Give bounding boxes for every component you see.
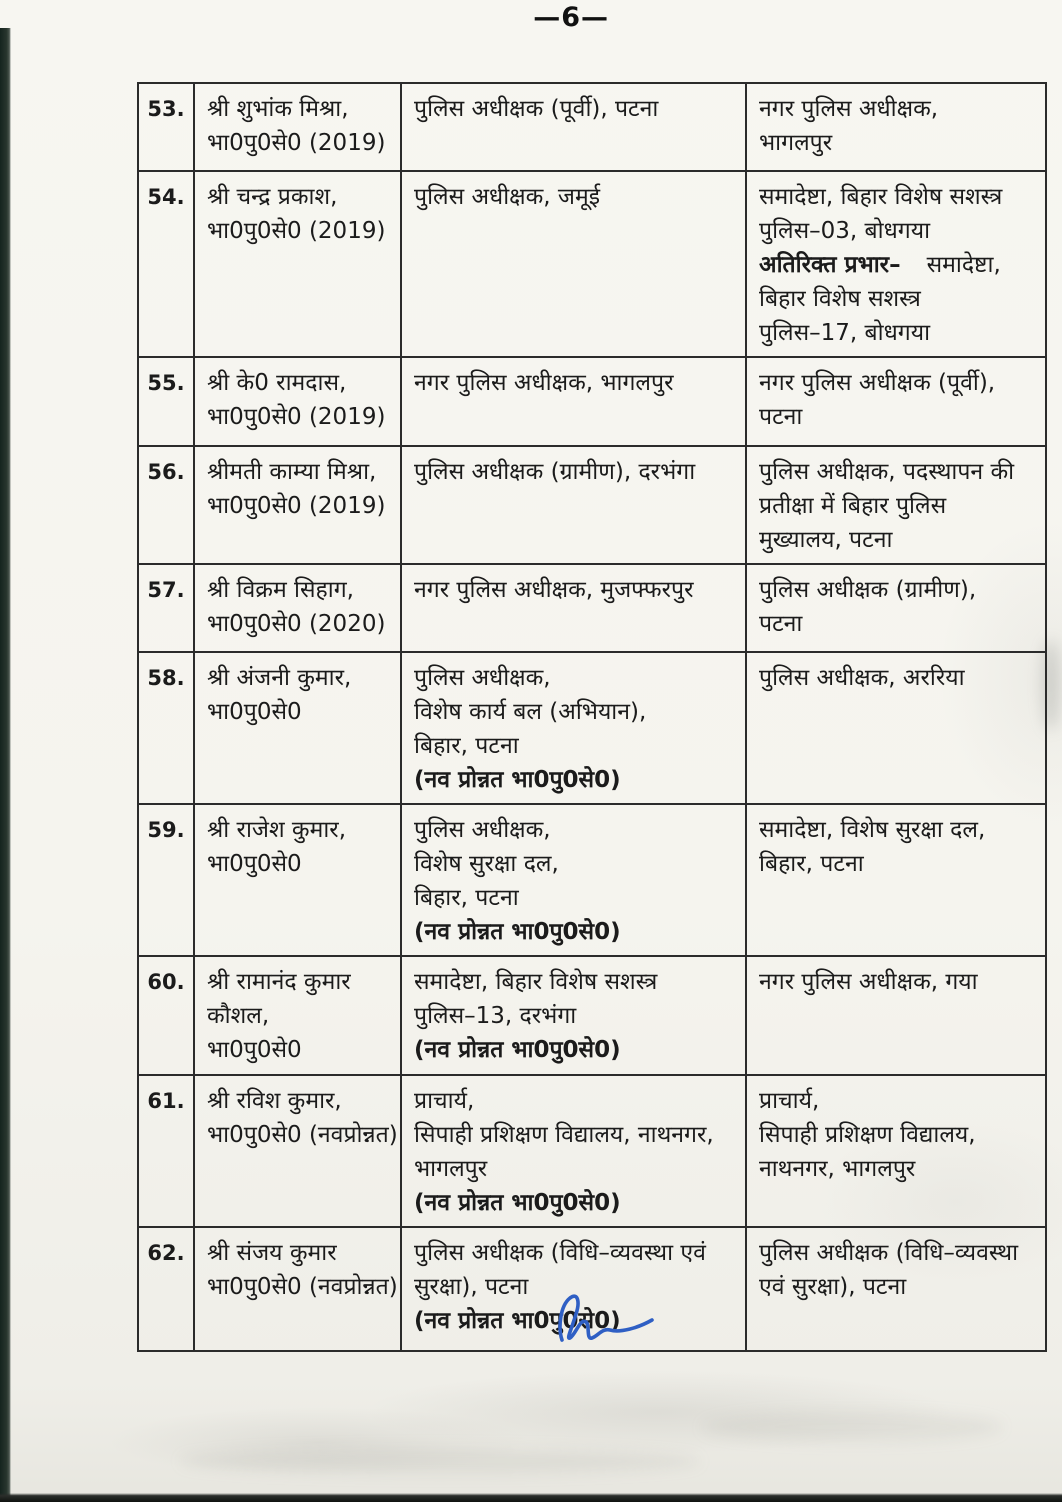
- cell-line: श्री संजय कुमार: [207, 1240, 337, 1266]
- cell-line: (नव प्रोन्नत भा0पु0से0): [414, 919, 621, 945]
- cell-line: श्री रामानंद कुमार: [207, 969, 351, 995]
- cell-line: बिहार, पटना: [759, 851, 864, 877]
- cell-line: भा0पु0से0: [207, 851, 302, 877]
- cell-line: प्राचार्य,: [414, 1088, 475, 1114]
- cell-line: समादेष्टा, बिहार विशेष सशस्त्र: [414, 969, 658, 995]
- new-post-cell: [746, 171, 1046, 357]
- cell-line: श्री विक्रम सिहाग,: [207, 577, 354, 603]
- cell-line: भागलपुर: [759, 130, 833, 156]
- officer-cell: [194, 564, 401, 652]
- page-number: —6—: [533, 2, 610, 33]
- cell-line: सिपाही प्रशिक्षण विद्यालय, नाथनगर,: [414, 1122, 714, 1148]
- cell-line: भा0पु0से0 (2019): [207, 218, 386, 244]
- officer-cell: [194, 804, 401, 956]
- cell-line: नगर पुलिस अधीक्षक,: [759, 96, 939, 122]
- cell-line: नगर पुलिस अधीक्षक, गया: [759, 969, 978, 995]
- cell-line: सुरक्षा), पटना: [414, 1274, 529, 1300]
- cell-line: श्री चन्द्र प्रकाश,: [207, 184, 338, 210]
- cell-line: श्री अंजनी कुमार,: [207, 665, 352, 691]
- cell-line: भा0पु0से0 (नवप्रोन्नत): [207, 1122, 398, 1148]
- officer-transfer-table: [137, 82, 1047, 1352]
- officer-cell: [194, 652, 401, 804]
- serial-cell: 62.: [138, 1227, 194, 1351]
- new-post-cell: [746, 564, 1046, 652]
- cell-line: सिपाही प्रशिक्षण विद्यालय,: [759, 1122, 976, 1148]
- serial-cell: 61.: [138, 1075, 194, 1227]
- cell-line: भागलपुर: [414, 1156, 488, 1182]
- cell-line: श्री रविश कुमार,: [207, 1088, 342, 1114]
- cell-line: भा0पु0से0: [207, 1037, 302, 1063]
- current-post-cell: [401, 652, 746, 804]
- cell-line: भा0पु0से0: [207, 699, 302, 725]
- current-post-cell: [401, 1075, 746, 1227]
- cell-line: पुलिस अधीक्षक,: [414, 817, 551, 843]
- scan-edge-left: [0, 28, 11, 1502]
- current-post-cell: [401, 564, 746, 652]
- table-row: [138, 83, 1046, 171]
- current-post-cell: [401, 171, 746, 357]
- serial-cell: 60.: [138, 956, 194, 1075]
- officer-cell: [194, 171, 401, 357]
- cell-line: विशेष सुरक्षा दल,: [414, 851, 559, 877]
- new-post-cell: [746, 1227, 1046, 1351]
- cell-line: प्रतीक्षा में बिहार पुलिस: [759, 493, 947, 519]
- cell-line: भा0पु0से0 (2019): [207, 493, 386, 519]
- cell-line: मुख्यालय, पटना: [759, 527, 893, 553]
- cell-line: (नव प्रोन्नत भा0पु0से0): [414, 767, 621, 793]
- scan-smudge: [702, 1412, 1002, 1442]
- cell-line: पुलिस अधीक्षक (विधि–व्यवस्था एवं: [414, 1240, 706, 1266]
- cell-line: नगर पुलिस अधीक्षक, मुजफ्फरपुर: [414, 577, 694, 603]
- new-post-cell: [746, 1075, 1046, 1227]
- cell-line: बिहार, पटना: [414, 885, 519, 911]
- cell-line: श्री के0 रामदास,: [207, 370, 347, 396]
- cell-line: पुलिस–13, दरभंगा: [414, 1003, 577, 1029]
- cell-line: पुलिस अधीक्षक (ग्रामीण), दरभंगा: [414, 459, 696, 485]
- new-post-cell: [746, 956, 1046, 1075]
- cell-line: (नव प्रोन्नत भा0पु0से0): [414, 1037, 621, 1063]
- cell-line: बिहार, पटना: [414, 733, 519, 759]
- serial-cell: 57.: [138, 564, 194, 652]
- cell-line: पुलिस अधीक्षक,: [414, 665, 551, 691]
- cell-line: बिहार विशेष सशस्त्र: [759, 286, 921, 312]
- current-post-cell: [401, 357, 746, 446]
- scan-smudge: [180, 1448, 700, 1474]
- officer-cell: [194, 357, 401, 446]
- scan-edge-bottom: [0, 1493, 1062, 1502]
- new-post-cell: [746, 83, 1046, 171]
- cell-line: भा0पु0से0 (2019): [207, 404, 386, 430]
- serial-cell: 54.: [138, 171, 194, 357]
- serial-cell: 59.: [138, 804, 194, 956]
- table-row: [138, 652, 1046, 804]
- cell-line: विशेष कार्य बल (अभियान),: [414, 699, 647, 725]
- officer-cell: [194, 446, 401, 564]
- current-post-cell: [401, 956, 746, 1075]
- cell-line: (नव प्रोन्नत भा0पु0से0): [414, 1308, 621, 1334]
- cell-line: श्री राजेश कुमार,: [207, 817, 347, 843]
- table-row: [138, 956, 1046, 1075]
- cell-line: एवं सुरक्षा), पटना: [759, 1274, 907, 1300]
- cell-line: कौशल,: [207, 1003, 270, 1029]
- cell-line: पुलिस अधीक्षक, जमूई: [414, 184, 601, 210]
- cell-line: नाथनगर, भागलपुर: [759, 1156, 916, 1182]
- cell-line: भा0पु0से0 (नवप्रोन्नत): [207, 1274, 398, 1300]
- cell-line: भा0पु0से0 (2020): [207, 611, 386, 637]
- serial-cell: 55.: [138, 357, 194, 446]
- new-post-cell: [746, 357, 1046, 446]
- cell-line: नगर पुलिस अधीक्षक, भागलपुर: [414, 370, 674, 396]
- cell-line: श्री शुभांक मिश्रा,: [207, 96, 349, 122]
- cell-line: नगर पुलिस अधीक्षक (पूर्वी),: [759, 370, 996, 396]
- cell-line: पुलिस–17, बोधगया: [759, 320, 931, 346]
- current-post-cell: [401, 446, 746, 564]
- cell-line: (नव प्रोन्नत भा0पु0से0): [414, 1190, 621, 1216]
- cell-line: पटना: [759, 611, 803, 637]
- new-post-cell: [746, 652, 1046, 804]
- cell-line: पुलिस अधीक्षक (विधि–व्यवस्था: [759, 1240, 1019, 1266]
- current-post-cell: [401, 83, 746, 171]
- new-post-cell: [746, 804, 1046, 956]
- cell-line: समादेष्टा, विशेष सुरक्षा दल,: [759, 817, 986, 843]
- cell-line: पुलिस अधीक्षक (ग्रामीण),: [759, 577, 977, 603]
- table-row: [138, 1075, 1046, 1227]
- cell-line: अतिरिक्त प्रभार– समादेष्टा,: [759, 252, 1001, 278]
- cell-line: पुलिस अधीक्षक (पूर्वी), पटना: [414, 96, 659, 122]
- table-row: [138, 171, 1046, 357]
- new-post-cell: [746, 446, 1046, 564]
- cell-line: समादेष्टा, बिहार विशेष सशस्त्र: [759, 184, 1003, 210]
- officer-cell: [194, 1075, 401, 1227]
- cell-line: पुलिस–03, बोधगया: [759, 218, 931, 244]
- table-row: [138, 357, 1046, 446]
- officer-cell: [194, 956, 401, 1075]
- cell-line: भा0पु0से0 (2019): [207, 130, 386, 156]
- cell-line: पटना: [759, 404, 803, 430]
- table-row: [138, 804, 1046, 956]
- table-row: [138, 446, 1046, 564]
- signature-icon: [540, 1288, 660, 1352]
- current-post-cell: [401, 804, 746, 956]
- serial-cell: 58.: [138, 652, 194, 804]
- officer-cell: [194, 1227, 401, 1351]
- officer-cell: [194, 83, 401, 171]
- cell-line: पुलिस अधीक्षक, अररिया: [759, 665, 965, 691]
- cell-line: श्रीमती काम्या मिश्रा,: [207, 459, 377, 485]
- serial-cell: 56.: [138, 446, 194, 564]
- cell-line: पुलिस अधीक्षक, पदस्थापन की: [759, 459, 1015, 485]
- cell-line: प्राचार्य,: [759, 1088, 820, 1114]
- serial-cell: 53.: [138, 83, 194, 171]
- table-row: [138, 564, 1046, 652]
